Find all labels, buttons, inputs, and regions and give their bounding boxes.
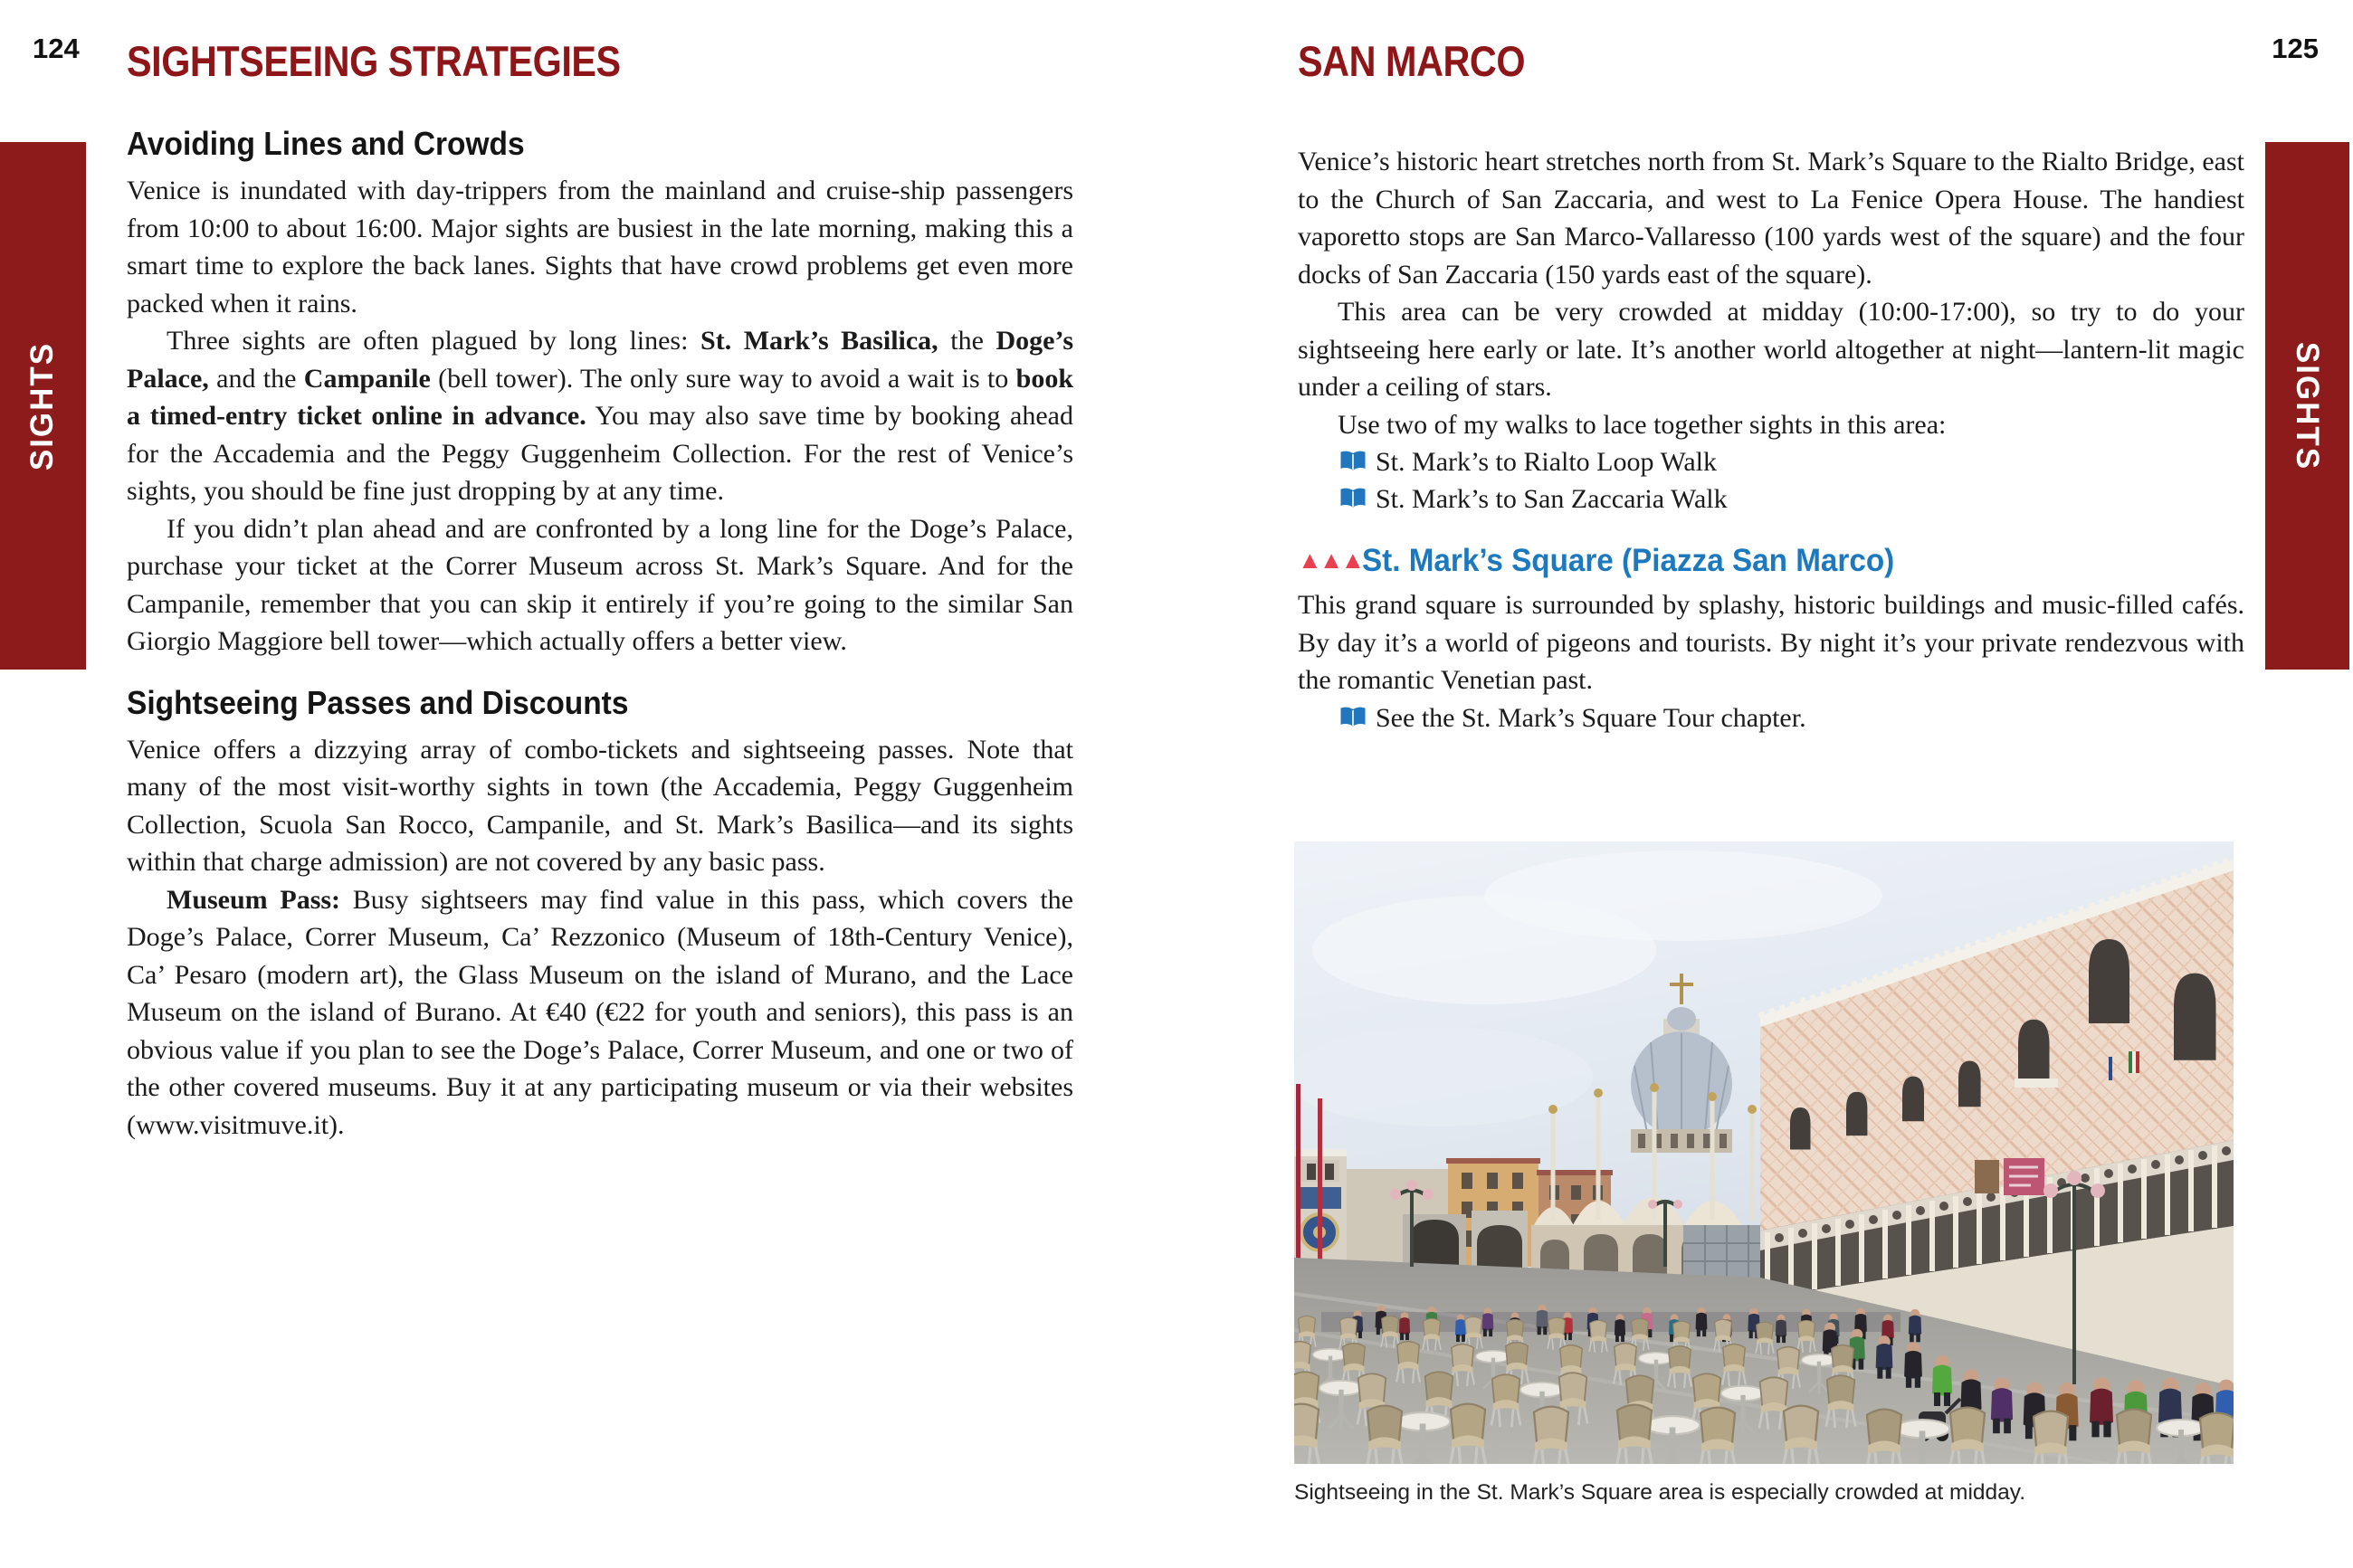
section-heading: Sightseeing Passes and Discounts xyxy=(127,683,629,721)
open-book-icon xyxy=(1339,450,1367,473)
walk-reference xyxy=(1298,443,2244,480)
chapter-tab-label: SIGHTS xyxy=(24,341,61,470)
chapter-tab-label: SIGHTS xyxy=(2290,341,2326,470)
chapter-tab-left xyxy=(0,142,86,670)
walk-reference xyxy=(1298,480,2244,518)
paragraph: Use two of my walks to lace together sights in this area: xyxy=(1338,409,1947,440)
open-book-icon xyxy=(1339,706,1367,729)
chapter-tab-right xyxy=(2265,142,2349,670)
right-page-column xyxy=(1298,36,2244,736)
walk-reference-label: St. Mark’s to Rialto Loop Walk xyxy=(1376,447,1718,477)
sight-heading: St. Mark’s Square (Piazza San Marco) xyxy=(1362,543,1895,578)
paragraph: This grand square is surrounded by splashy, historic buildings and music-filled cafés. By day it’s a world of pigeons and tourists. By night it’s your private rendezvous with the romantic Venetian past. xyxy=(1298,590,2244,695)
page-title: SAN MARCO xyxy=(1298,37,1526,85)
photo-illustration xyxy=(1294,841,2234,1464)
paragraph: Museum Pass: Busy sightseers may find value in this pass, which covers the Doge’s Palace, Correr Museum, Ca’ Rezzonico (Museum of 18th-Century Venice), Ca’ Pesaro (modern art), the Glass Museum on the island of Murano, and the Lace Museum on the island of Burano. At €40 (€22 for youth and seniors), this pass is an obvious value if you plan to see the Doge’s Palace, Correr Museum, and one or two of the other covered museums. Buy it at any participating museum or via their websites (www.visitmuve.it). xyxy=(127,884,1073,1140)
photo-caption: Sightseeing in the St. Mark’s Square area is especially crowded at midday. xyxy=(1294,1480,2026,1505)
page-number-left: 124 xyxy=(33,33,80,64)
walk-reference-label: St. Mark’s to San Zaccaria Walk xyxy=(1376,484,1728,514)
paragraph: Three sights are often plagued by long lines: St. Mark’s Basilica, the Doge’s Palace, and the Campanile (bell tower). The only sure way to avoid a wait is to book a timed-entry ticket online in advance. You may also save time by booking ahead for the Accademia and the Peggy Guggenheim Collection. For the rest of Venice’s sights, you should be fine just dropping by at any time. xyxy=(127,326,1074,506)
paragraph: Venice offers a dizzying array of combo-tickets and sightseeing passes. Note that many of the most visit-worthy sights in town (the Accademia, Peggy Guggenheim Collection, Scuola San Rocco, Campanile, and St. Mark’s Basilica—and its sights within that charge admission) are not covered by any basic pass. xyxy=(127,734,1073,877)
paragraph: This area can be very crowded at midday (10:00-17:00), so try to do your sightseeing here early or late. It’s another world altogether at night—lantern-lit magic under a ceiling of stars. xyxy=(1298,297,2244,402)
paragraph: If you didn’t plan ahead and are confronted by a long line for the Doge’s Palace, purchase your ticket at the Correr Museum across St. Mark’s Square. And for the Campanile, remember that you can skip it entirely if you’re going to the similar San Giorgio Maggiore bell tower—which actually offers a better view. xyxy=(127,513,1073,656)
paragraph: Venice’s historic heart stretches north from St. Mark’s Square to the Rialto Bridge, east to the Church of San Zaccaria, and west to La Fenice Opera House. The handiest vaporetto stops are San Marco-Vallaresso (100 yards west of the square) and the four docks of San Zaccaria (150 yards east of the square). xyxy=(1298,147,2244,290)
page-title: SIGHTSEEING STRATEGIES xyxy=(127,37,621,85)
sight-listing xyxy=(1298,543,2244,736)
see-also-reference xyxy=(1298,699,2244,736)
three-triangle-rating-icon: ▲▲▲ xyxy=(1298,546,1363,574)
section-heading: Avoiding Lines and Crowds xyxy=(127,125,525,162)
photo-flagpole xyxy=(1296,1084,1300,1283)
photo-flagpole xyxy=(1318,1098,1322,1279)
st-marks-square-photo xyxy=(1294,841,2234,1464)
see-also-label: See the St. Mark’s Square Tour chapter. xyxy=(1376,702,1806,733)
left-page-column xyxy=(127,36,1073,1144)
open-book-icon xyxy=(1339,487,1367,510)
paragraph: Venice is inundated with day-trippers from the mainland and cruise-ship passengers from 10:00 to about 16:00. Major sights are busiest in the late morning, making this a smart time to explore the back lanes. Sights that have crowd problems get even more packed when it rains. xyxy=(127,176,1073,318)
page-number-right: 125 xyxy=(2272,33,2319,64)
